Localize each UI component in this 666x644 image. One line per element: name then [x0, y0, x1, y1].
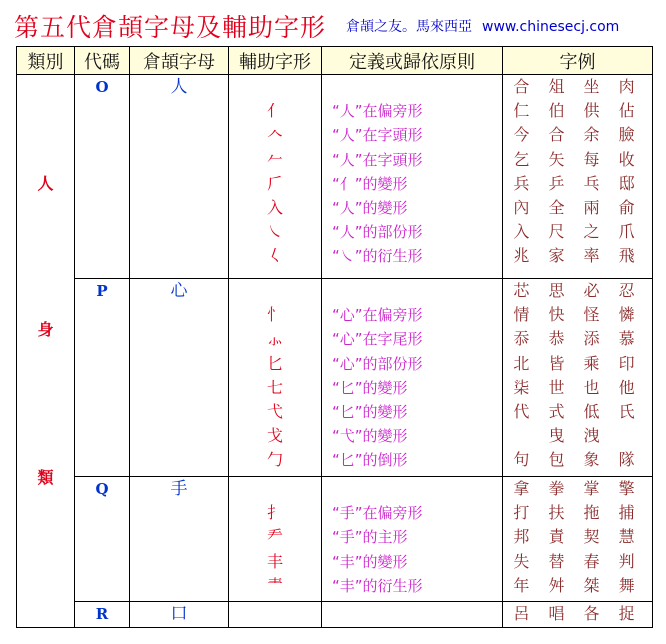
definition-text: “人”的變形: [332, 198, 408, 217]
example-chars: 年 舛 桀 舞: [513, 575, 642, 595]
aux-glyph: ⺗: [266, 329, 283, 349]
example-chars: 兵 乒 乓 邸: [513, 173, 642, 193]
definition-text: “丰”的衍生形: [332, 576, 423, 595]
aux-glyph: 七: [266, 377, 283, 397]
definition-text: “心”的部份形: [332, 354, 423, 373]
definition-text: “匕”的變形: [332, 402, 408, 421]
aux-cell: [229, 602, 322, 628]
org-name: 倉頡之友。馬來西亞: [346, 19, 472, 35]
definition-text: “人”的部份形: [332, 223, 423, 242]
aux-cell: [229, 477, 322, 602]
letter-cell: [130, 602, 229, 628]
code-o: O: [95, 78, 109, 96]
definition-text: “人”在偏旁形: [332, 102, 423, 121]
definition-text: “匕”的變形: [332, 378, 408, 397]
page-header: [0, 0, 666, 46]
aux-glyph: 亻: [266, 101, 283, 121]
aux-glyph: 𠂉: [266, 149, 283, 169]
example-chars: 失 替 春 判: [513, 551, 642, 571]
aux-cell: [229, 75, 322, 279]
letter-ren: 人: [170, 77, 188, 97]
aux-glyph: [229, 477, 321, 501]
example-chars: 句 包 象 隊: [513, 450, 642, 470]
letter-cell: [130, 477, 229, 602]
example-chars: 代 式 低 氏: [513, 401, 642, 421]
example-chars: 邦 責 契 慧: [513, 527, 642, 547]
aux-glyph: 扌: [266, 503, 283, 523]
definition-text: “㇏”的衍生形: [332, 247, 423, 266]
page-title: 第五代倉頡字母及輔助字形: [14, 13, 327, 42]
definition-text: [322, 75, 502, 99]
col-header-code: 代碼: [75, 47, 130, 75]
aux-glyph: 龶: [266, 575, 283, 595]
code-r: R: [95, 605, 109, 623]
definition-text: “手”在偏旁形: [332, 504, 423, 523]
definition-cell: [322, 279, 503, 477]
col-header-category: 類別: [17, 47, 75, 75]
table-row-p: [17, 279, 653, 477]
code-p: P: [96, 282, 108, 300]
code-cell: [75, 477, 130, 602]
letter-xin: 心: [170, 281, 188, 301]
aux-glyph: 戈: [266, 426, 283, 446]
aux-glyph: 匕: [266, 353, 283, 373]
definition-text: [322, 477, 502, 501]
definition-cell: [322, 477, 503, 602]
definition-text: “心”在偏旁形: [332, 306, 423, 325]
definition-text: “人”在字頭形: [332, 126, 423, 145]
example-chars: 柒 世 也 他: [513, 377, 642, 397]
example-chars: 北 皆 乘 印: [513, 353, 642, 373]
examples-cell: [503, 279, 653, 477]
category-char-shen: 身: [37, 320, 54, 339]
aux-glyph: 𠂆: [266, 173, 283, 193]
radical-table: [16, 46, 653, 628]
example-chars: 呂 唱 各 捉: [513, 604, 642, 623]
aux-glyph: [229, 279, 321, 303]
aux-glyph: 弋: [266, 401, 283, 421]
table-row-r: [17, 602, 653, 628]
example-chars: 乞 矢 每 收: [513, 149, 642, 169]
example-chars: 情 快 怪 憐: [513, 305, 642, 325]
code-q: Q: [95, 480, 109, 498]
example-chars: 曳 洩: [548, 426, 607, 446]
definition-text: “心”在字尾形: [332, 330, 423, 349]
letter-kou: 口: [170, 604, 188, 624]
example-chars: 入 尺 之 爪: [513, 222, 642, 242]
col-header-definition: 定義或歸依原則: [322, 47, 503, 75]
definition-text: “手”的主形: [332, 528, 408, 547]
aux-glyph: [229, 602, 321, 626]
examples-cell: [503, 602, 653, 628]
table-row-o: [17, 75, 653, 279]
example-chars: 兆 家 率 飛: [513, 246, 642, 266]
site-url-link[interactable]: www.chinesecj.com: [482, 19, 620, 35]
col-header-letter: 倉頡字母: [130, 47, 229, 75]
aux-glyph: 勹: [266, 450, 283, 470]
letter-cell: [130, 279, 229, 477]
definition-text: “弋”的變形: [332, 427, 408, 446]
category-cell: [17, 75, 75, 628]
example-chars: 打 扶 拖 捕: [513, 503, 642, 523]
definition-text: “丰”的變形: [332, 552, 408, 571]
example-chars: 拿 拳 掌 擎: [513, 479, 642, 498]
definition-cell: [322, 602, 503, 628]
definition-text: “匕”的倒形: [332, 451, 408, 470]
example-chars: 仁 伯 供 佔: [513, 101, 642, 121]
definition-text: [322, 602, 502, 626]
code-cell: [75, 75, 130, 279]
aux-glyph: [229, 75, 321, 99]
example-chars: 內 全 兩 俞: [513, 197, 642, 217]
example-chars: 芯 思 必 忍: [513, 281, 642, 300]
aux-glyph: 龵: [266, 527, 283, 547]
code-cell: [75, 279, 130, 477]
aux-glyph: 𠆢: [266, 125, 283, 145]
definition-text: [322, 279, 502, 303]
example-chars: 忝 恭 添 慕: [513, 329, 642, 349]
category-char-ren: 人: [37, 174, 54, 193]
table-row-q: [17, 477, 653, 602]
definition-text: “亻”的變形: [332, 174, 408, 193]
aux-glyph: ㇏: [266, 222, 283, 242]
aux-glyph: 入: [266, 197, 283, 217]
letter-shou: 手: [170, 479, 188, 499]
examples-cell: [503, 75, 653, 279]
example-chars: 今 合 余 臉: [513, 125, 642, 145]
aux-glyph: 丰: [266, 551, 283, 571]
aux-glyph: 𡿨: [266, 246, 283, 266]
letter-cell: [130, 75, 229, 279]
site-credit: [346, 16, 619, 36]
aux-cell: [229, 279, 322, 477]
table-header-row: [17, 47, 653, 75]
aux-glyph: 忄: [266, 305, 283, 325]
col-header-aux: 輔助字形: [229, 47, 322, 75]
examples-cell: [503, 477, 653, 602]
category-char-lei: 類: [37, 468, 54, 487]
example-chars: 合 俎 坐 肉: [513, 77, 642, 96]
code-cell: [75, 602, 130, 628]
col-header-examples: 字例: [503, 47, 653, 75]
definition-cell: [322, 75, 503, 279]
definition-text: “人”在字頭形: [332, 150, 423, 169]
